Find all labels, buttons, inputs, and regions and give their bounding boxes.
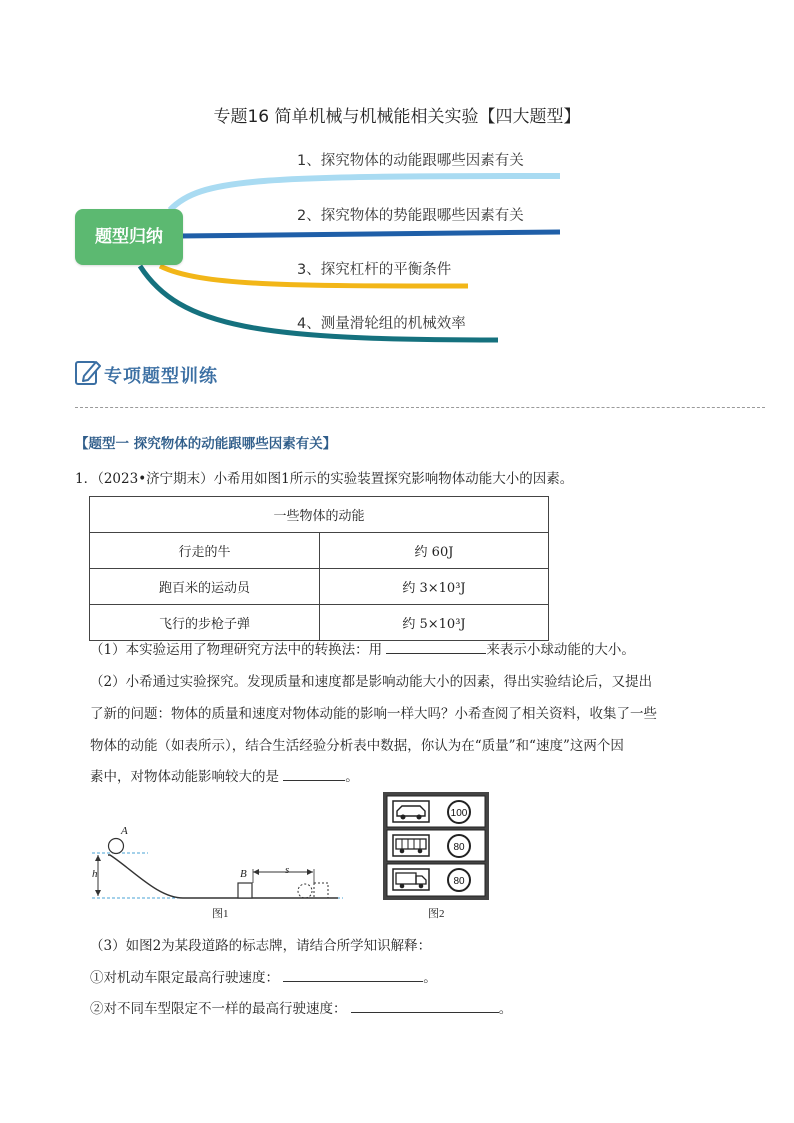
divider <box>75 407 765 408</box>
part2-text-b: 。 <box>345 769 359 785</box>
speed-limit-2: 80 <box>453 842 465 853</box>
table-row <box>90 533 549 569</box>
label-s: s <box>285 864 290 876</box>
figure-2-sign <box>383 792 489 900</box>
row-value: 约 5×10³J <box>320 605 549 641</box>
speed-limit-1: 100 <box>450 808 468 819</box>
table-row <box>90 605 549 641</box>
topic-3: 3、探究杠杆的平衡条件 <box>297 262 452 278</box>
part3-line: （3）如图2为某段道路的标志牌，请结合所学知识解释： <box>90 938 432 954</box>
row-name: 行走的牛 <box>90 533 320 569</box>
figure-2-caption: 图2 <box>428 908 445 920</box>
label-h: h <box>92 868 98 880</box>
answer-blank-3[interactable] <box>283 967 423 982</box>
row-name: 飞行的步枪子弹 <box>90 605 320 641</box>
part2-line-3: 物体的动能（如表所示），结合生活经验分析表中数据，你认为在“质量”和“速度”这两个因 <box>90 738 624 754</box>
topic-4: 4、测量滑轮组的机械效率 <box>297 316 466 332</box>
kinetic-energy-table <box>89 496 549 641</box>
figure-1-caption: 图1 <box>212 908 229 920</box>
part2-line-2: 了新的问题：物体的质量和速度对物体动能的影响一样大吗？小希查阅了相关资料，收集了一些 <box>90 706 657 722</box>
part2-line-1: （2）小希通过实验探究。发现质量和速度都是影响动能大小的因素，得出实验结论后，又提出 <box>90 674 653 690</box>
ball-a <box>109 839 124 854</box>
row-value: 约 60J <box>320 533 549 569</box>
answer-blank-2[interactable] <box>283 766 345 781</box>
part3-a-text: ①对机动车限定最高行驶速度： <box>90 970 279 986</box>
topic-1: 1、探究物体的动能跟哪些因素有关 <box>297 153 524 169</box>
edit-icon <box>74 358 102 386</box>
row-name: 跑百米的运动员 <box>90 569 320 605</box>
section-heading: 专项题型训练 <box>104 366 218 387</box>
part3-a-line <box>90 966 437 986</box>
topic-2: 2、探究物体的势能跟哪些因素有关 <box>297 208 524 224</box>
part3-a-end: 。 <box>423 970 437 986</box>
part1-line <box>90 638 635 658</box>
table-row <box>90 569 549 605</box>
branch-2 <box>178 232 560 236</box>
part1-text-b: 来表示小球动能的大小。 <box>486 642 635 658</box>
part2-line-4 <box>90 765 359 785</box>
block-b <box>238 883 252 898</box>
row-value: 约 3×10³J <box>320 569 549 605</box>
part2-text-a: 素中，对物体动能影响较大的是 <box>90 769 279 785</box>
label-a: A <box>121 825 128 837</box>
summary-badge: 题型归纳 <box>75 209 183 265</box>
part3-b-text: ②对不同车型限定不一样的最高行驶速度： <box>90 1001 347 1017</box>
part3-b-line <box>90 997 512 1017</box>
answer-blank-1[interactable] <box>386 639 486 654</box>
page-title: 专题16 简单机械与机械能相关实验【四大题型】 <box>213 107 581 127</box>
answer-blank-4[interactable] <box>351 998 499 1013</box>
table-title: 一些物体的动能 <box>90 497 549 533</box>
part3-b-end: 。 <box>498 1001 513 1017</box>
speed-limit-3: 80 <box>453 876 465 887</box>
question-stem: 1．（2023•济宁期末）小希用如图1所示的实验装置探究影响物体动能大小的因素。 <box>75 471 574 487</box>
label-b: B <box>240 868 247 880</box>
question-type-heading: 【题型一 探究物体的动能跟哪些因素有关】 <box>75 436 337 452</box>
part1-text-a: （1）本实验运用了物理研究方法中的转换法：用 <box>90 642 383 658</box>
